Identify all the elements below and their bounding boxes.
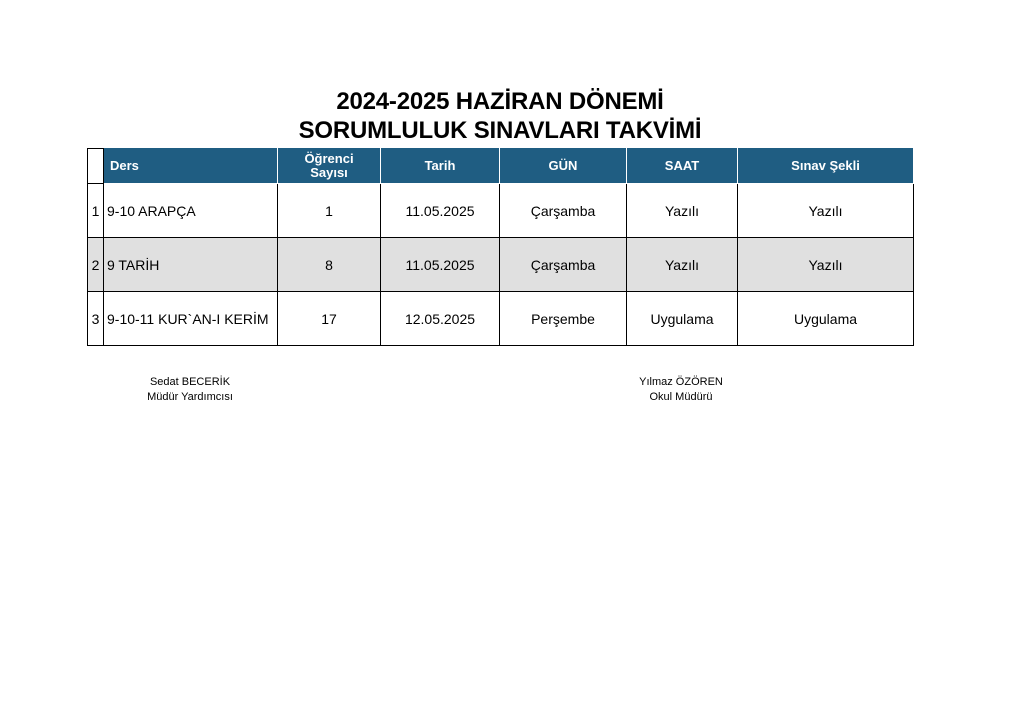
row-number: 3	[88, 292, 104, 346]
header-saat: SAAT	[627, 149, 738, 184]
row-saat: Yazılı	[627, 184, 738, 238]
row-ders: 9-10 ARAPÇA	[104, 184, 278, 238]
row-sinav-sekli: Yazılı	[738, 184, 914, 238]
row-ders: 9 TARİH	[104, 238, 278, 292]
document-title-line1: 2024-2025 HAZİRAN DÖNEMİ	[336, 88, 664, 115]
row-number: 1	[88, 184, 104, 238]
exam-schedule-table	[87, 148, 914, 346]
signature-role: Okul Müdürü	[649, 391, 713, 403]
row-ders: 9-10-11 KUR`AN-I KERİM	[104, 292, 278, 346]
row-gun: Perşembe	[500, 292, 627, 346]
row-number: 2	[88, 238, 104, 292]
row-saat: Yazılı	[627, 238, 738, 292]
header-sinav-sekli: Sınav Şekli	[738, 149, 914, 184]
header-number	[88, 149, 104, 184]
row-gun: Çarşamba	[500, 184, 627, 238]
header-tarih: Tarih	[381, 149, 500, 184]
row-tarih: 11.05.2025	[381, 184, 500, 238]
table-row	[88, 292, 914, 346]
signature-role: Müdür Yardımcısı	[147, 391, 233, 403]
signature-principal	[621, 375, 741, 405]
header-ogrenci-line1: Öğrenci	[304, 151, 354, 166]
table-row	[88, 184, 914, 238]
row-saat: Uygulama	[627, 292, 738, 346]
row-ogrenci: 1	[278, 184, 381, 238]
table-row	[88, 238, 914, 292]
row-sinav-sekli: Uygulama	[738, 292, 914, 346]
header-ders: Ders	[104, 149, 278, 184]
signature-name: Sedat BECERİK	[149, 376, 231, 388]
row-ogrenci: 8	[278, 238, 381, 292]
document-title-line2: SORUMLULUK SINAVLARI TAKVİMİ	[298, 117, 702, 144]
signature-assistant-principal	[130, 375, 250, 405]
row-sinav-sekli: Yazılı	[738, 238, 914, 292]
row-tarih: 12.05.2025	[381, 292, 500, 346]
row-ogrenci: 17	[278, 292, 381, 346]
header-ogrenci-sayisi	[278, 149, 381, 184]
table-header-row	[88, 149, 914, 184]
signature-name: Yılmaz ÖZÖREN	[639, 376, 723, 388]
row-tarih: 11.05.2025	[381, 238, 500, 292]
row-gun: Çarşamba	[500, 238, 627, 292]
header-ogrenci-line2: Sayısı	[310, 165, 348, 180]
header-gun: GÜN	[500, 149, 627, 184]
